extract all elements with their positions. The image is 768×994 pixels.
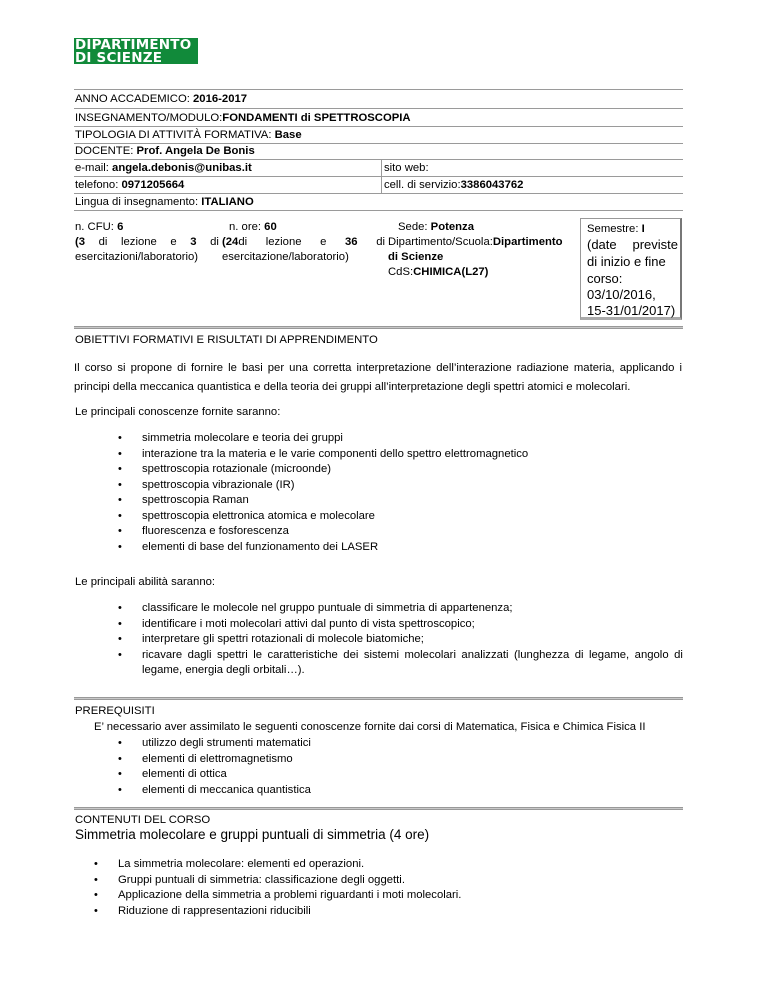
conoscenze-list <box>118 431 528 555</box>
list-item: • simmetria molecolare e teoria dei gruppi <box>118 431 528 447</box>
list-item: • identificare i moti molecolari attivi dal punto di vista spettroscopico; <box>118 617 683 633</box>
section-separator <box>74 326 683 329</box>
contenuti-list <box>94 857 461 919</box>
obiettivi-intro: Il corso si propone di fornire le basi per una corretta interpretazione dell’interazione radiazione materia, applicando i principi della meccanica quantistica e della teoria dei gruppi all’interpretazione degli spettri atomici e molecolari. <box>74 362 682 393</box>
list-item: • ricavare dagli spettri le caratteristiche dei sistemi molecolari analizzati (lunghezza di legame, angolo di <box>118 648 683 664</box>
logo-line-2: DI SCIENZE <box>75 49 163 66</box>
abilita-list <box>118 601 683 663</box>
section-separator <box>74 807 683 810</box>
list-item: • elementi di base del funzionamento dei LASER <box>118 540 528 556</box>
contenuti-heading: CONTENUTI DEL CORSO <box>75 814 211 826</box>
semestre-date-3: corso: <box>587 271 623 286</box>
list-item: • elementi di meccanica quantistica <box>118 783 311 799</box>
abilita-intro: Le principali abilità saranno: <box>75 576 216 588</box>
dipartimento-cont: di Scienze <box>388 251 444 263</box>
list-item: • interazione tra la materia e le varie componenti dello spettro elettromagnetico <box>118 447 528 463</box>
contenuti-subheading: Simmetria molecolare e gruppi puntuali di simmetria (4 ore) <box>75 827 430 842</box>
list-item: • Riduzione di rappresentazioni riducibili <box>94 904 461 920</box>
semestre-date-1: (date previste <box>587 237 678 252</box>
ore-label: n. ore: 60 <box>229 221 277 233</box>
semestre-date-2: di inizio e fine <box>587 254 666 269</box>
cfu-note: esercitazioni/laboratorio) <box>75 251 199 263</box>
ore-note: esercitazione/laboratorio) <box>222 251 349 263</box>
sede: Sede: Potenza <box>398 221 474 233</box>
email: e-mail: angela.debonis@unibas.it <box>75 162 252 174</box>
list-item: • utilizzo degli strumenti matematici <box>118 736 311 752</box>
list-item: • spettroscopia vibrazionale (IR) <box>118 478 528 494</box>
rule <box>74 159 683 160</box>
list-item: • spettroscopia elettronica atomica e molecolare <box>118 509 528 525</box>
list-item: • Applicazione della simmetria a problemi riguardanti i moti molecolari. <box>94 888 461 904</box>
semestre-date-5: 15-31/01/2017) <box>587 303 676 318</box>
anno-accademico: ANNO ACCADEMICO: 2016-2017 <box>75 93 248 105</box>
rule <box>74 89 683 90</box>
section-separator <box>74 697 683 700</box>
list-item: • Gruppi puntuali di simmetria: classificazione degli oggetti. <box>94 873 461 889</box>
list-item: • classificare le molecole nel gruppo puntuale di simmetria di appartenenza; <box>118 601 683 617</box>
sito-web: sito web: <box>384 162 429 174</box>
cell-servizio: cell. di servizio:3386043762 <box>384 179 524 191</box>
docente: DOCENTE: Prof. Angela De Bonis <box>75 145 255 157</box>
prerequisiti-intro: E’ necessario aver assimilato le seguenti conoscenze fornite dai corsi di Matematica, Fisica e Chimica Fisica II <box>94 721 646 733</box>
list-item: • spettroscopia rotazionale (microonde) <box>118 462 528 478</box>
rule <box>74 126 683 127</box>
abilita-item-cont: legame, energia degli orbitali…). <box>142 664 305 676</box>
rule <box>74 193 683 194</box>
lingua: Lingua di insegnamento: ITALIANO <box>75 196 254 208</box>
obiettivi-heading: OBIETTIVI FORMATIVI E RISULTATI DI APPRENDIMENTO <box>75 334 378 346</box>
department-logo <box>74 38 198 64</box>
list-item: • interpretare gli spettri rotazionali di molecole biatomiche; <box>118 632 683 648</box>
ore-breakdown: (24di lezione e 36 di <box>222 236 385 248</box>
list-item: • elementi di ottica <box>118 767 311 783</box>
tipologia: TIPOLOGIA DI ATTIVITÀ FORMATIVA: Base <box>75 129 302 141</box>
cfu-label: n. CFU: 6 <box>75 221 124 233</box>
prerequisiti-list <box>118 736 311 798</box>
telefono: telefono: 0971205664 <box>75 179 185 191</box>
rule <box>74 210 683 211</box>
semestre-label: Semestre: I <box>587 223 645 235</box>
dipartimento: Dipartimento/Scuola:Dipartimento <box>388 236 563 248</box>
list-item: • elementi di elettromagnetismo <box>118 752 311 768</box>
conoscenze-intro: Le principali conoscenze fornite saranno: <box>75 406 281 418</box>
list-item: • fluorescenza e fosforescenza <box>118 524 528 540</box>
rule <box>74 176 683 177</box>
list-item: • spettroscopia Raman <box>118 493 528 509</box>
semestre-date-4: 03/10/2016, <box>587 287 656 302</box>
cds: CdS:CHIMICA(L27) <box>388 266 489 278</box>
cfu-breakdown: (3 di lezione e 3 di <box>75 236 219 248</box>
prerequisiti-heading: PREREQUISITI <box>75 705 155 717</box>
rule <box>74 108 683 109</box>
logo-line-1: DIPARTIMENTO <box>75 37 192 53</box>
list-item: • La simmetria molecolare: elementi ed operazioni. <box>94 857 461 873</box>
column-divider <box>381 159 382 193</box>
insegnamento: INSEGNAMENTO/MODULO:FONDAMENTI di SPETTROSCOPIA <box>75 112 411 124</box>
